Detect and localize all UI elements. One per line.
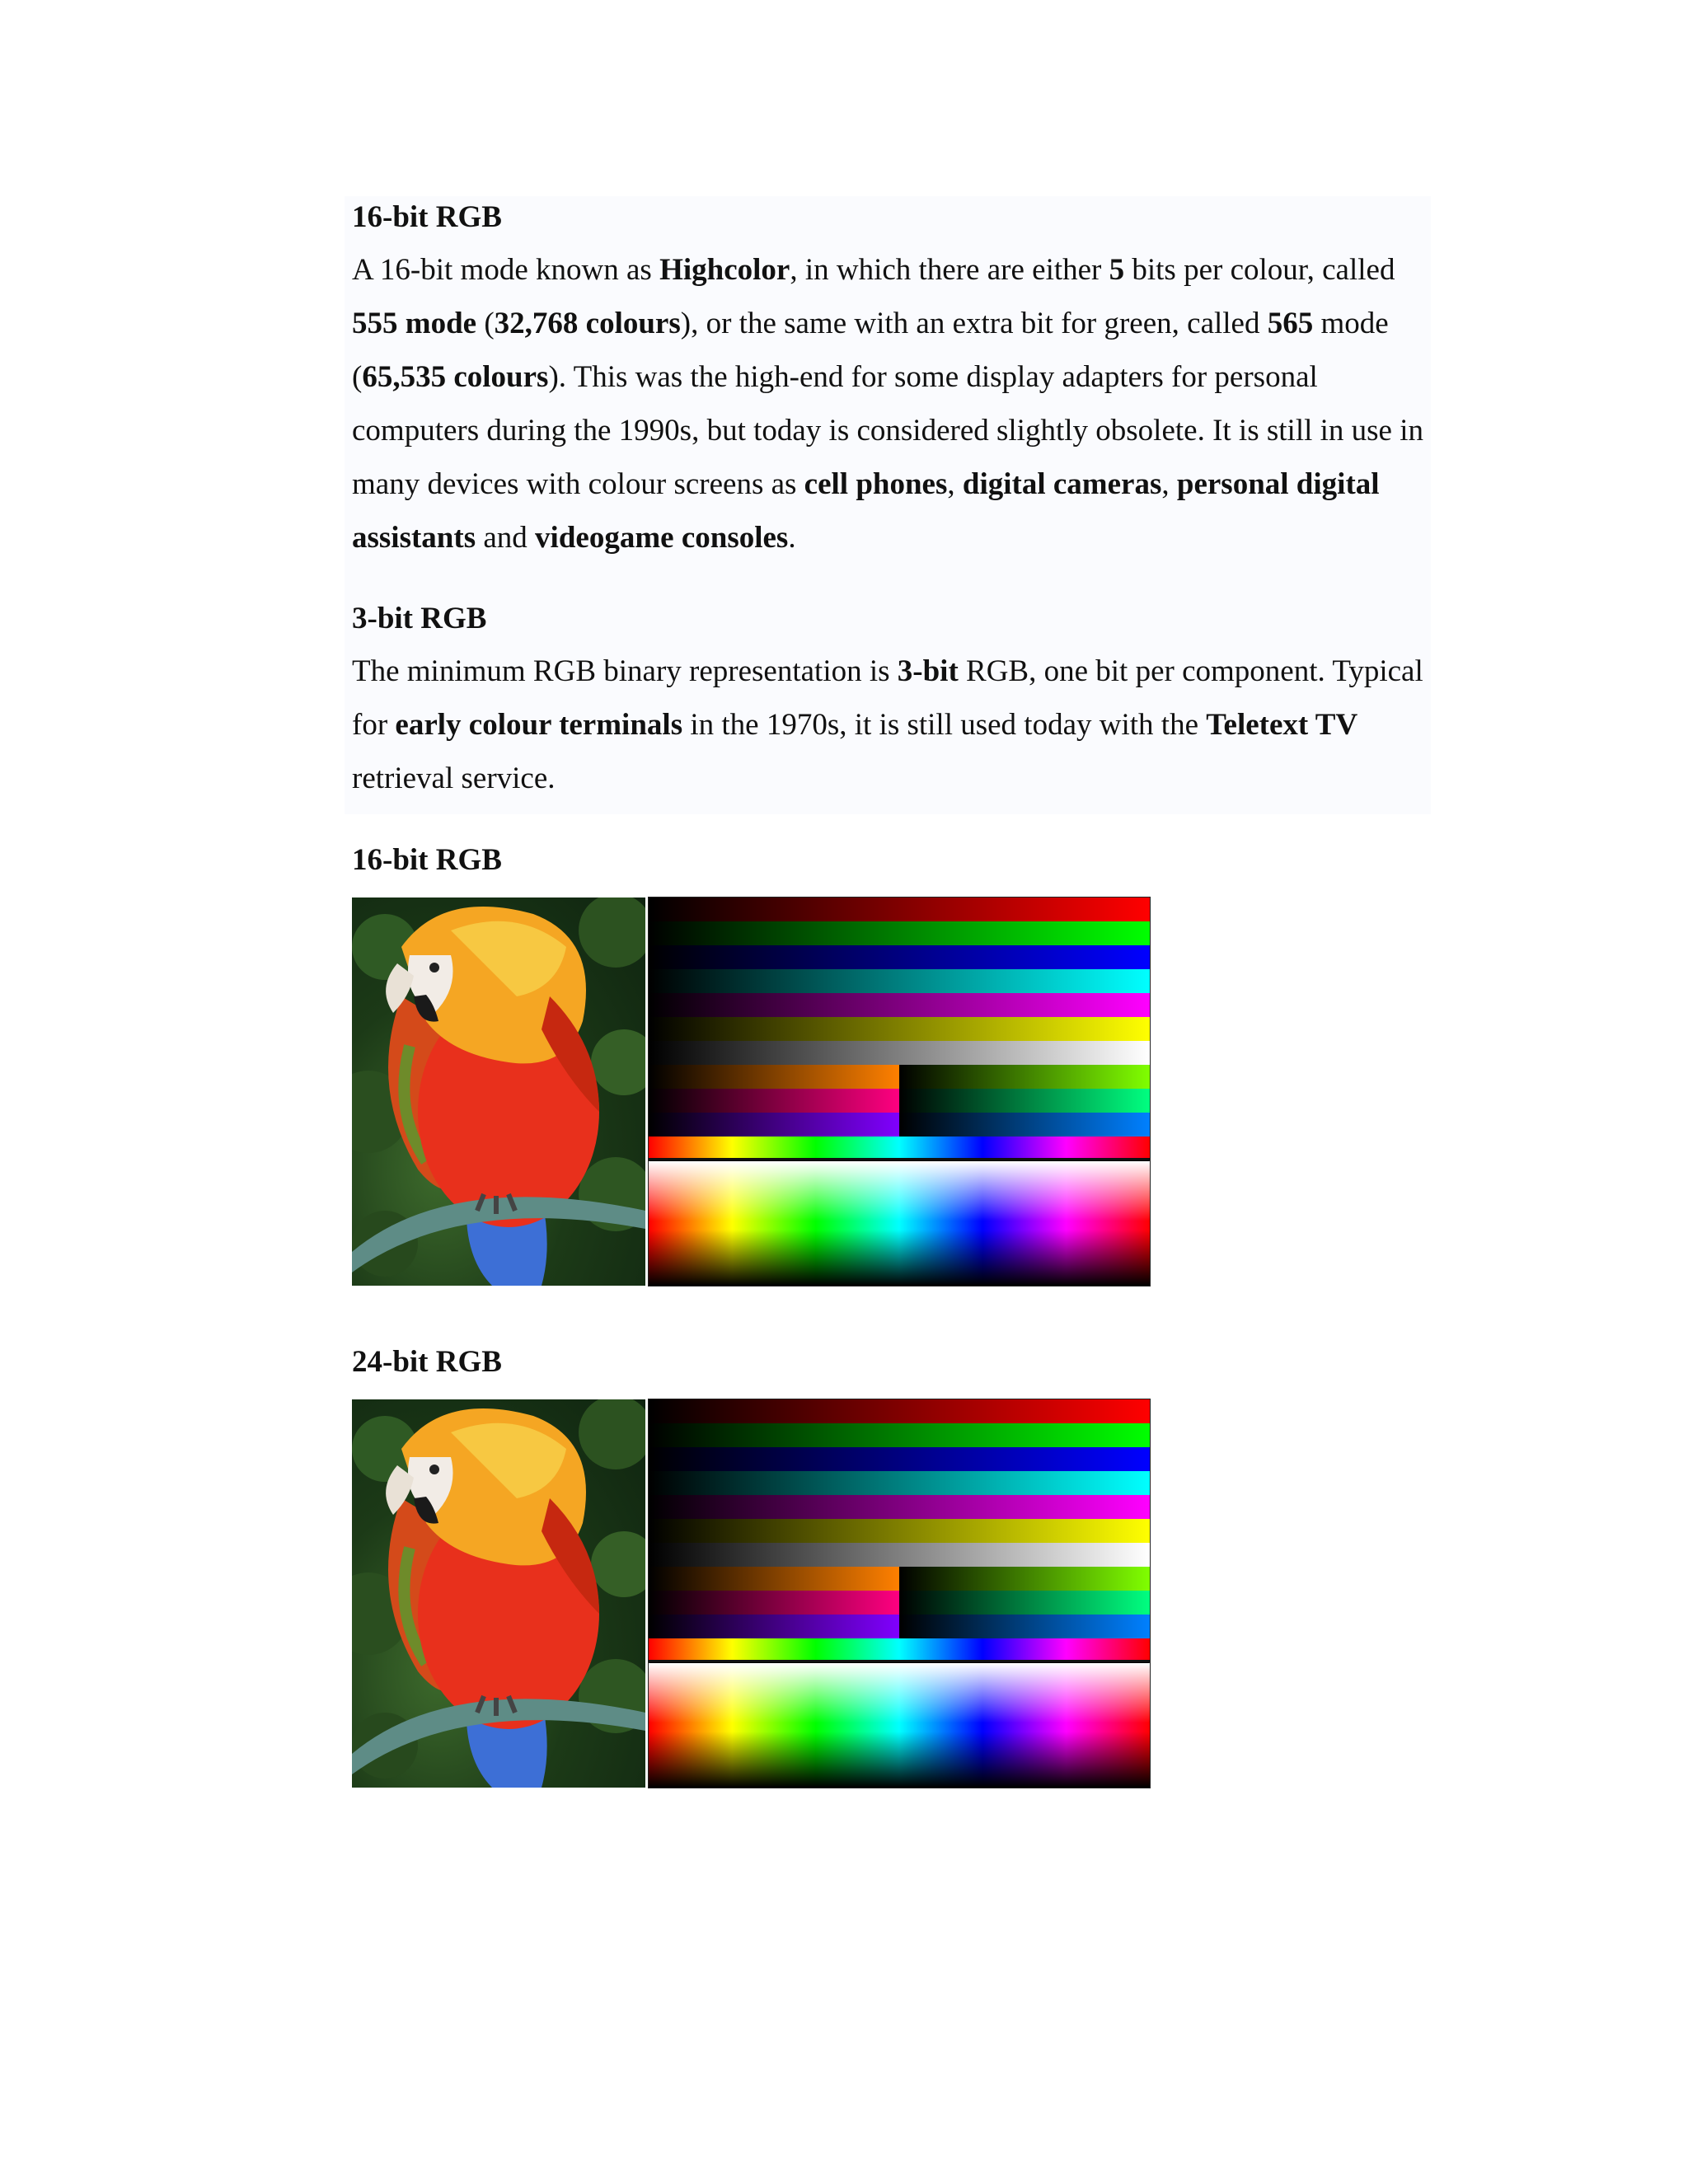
half-gradient-bar <box>649 1065 899 1089</box>
text-run: retrieval service. <box>352 762 556 795</box>
half-gradient-bar <box>649 1089 899 1113</box>
bold-run: 5 <box>1109 253 1125 287</box>
hue-lightness-field <box>649 1161 1150 1286</box>
parrot-photo <box>352 1399 645 1788</box>
heading-3bit-rgb: 3-bit RGB <box>352 602 487 635</box>
gradient-bar <box>649 969 1150 993</box>
heading-16bit-rgb: 16-bit RGB <box>352 200 502 234</box>
figure-label-24bit: 24-bit RGB <box>352 1345 502 1379</box>
half-gradient-bar <box>899 1567 1150 1591</box>
gradient-bar <box>649 1447 1150 1471</box>
figure-24bit <box>352 1399 1150 1788</box>
half-gradient-bar <box>899 1113 1150 1137</box>
gradient-bar <box>649 993 1150 1017</box>
hue-spectrum-bar <box>649 1638 1150 1662</box>
gradient-bar <box>649 1543 1150 1567</box>
text-run: bits per colour, called <box>1124 253 1395 287</box>
text-run: . <box>788 521 796 555</box>
gradient-bar <box>649 1423 1150 1447</box>
text-run: , <box>947 467 963 501</box>
text-run: , in which there are either <box>790 253 1109 287</box>
half-gradient-bar <box>899 1615 1150 1638</box>
half-gradient-bar <box>649 1567 899 1591</box>
gradient-bar <box>649 1017 1150 1041</box>
gradient-bar <box>649 1471 1150 1495</box>
bold-run: personal digital assistants <box>352 467 1380 555</box>
bold-run: 65,535 colours <box>362 360 549 394</box>
text-run: ), or the same with an extra bit for green, called <box>680 307 1268 340</box>
bold-run: videogame consoles <box>535 521 789 555</box>
half-gradient-bar <box>649 1615 899 1638</box>
text-run: ). This was the high-end for some display adapters for personal computers during the 1990s, but today is considered slightly obsolete. It is still in use in many devices with colour screens as <box>352 360 1424 501</box>
colour-test-chart <box>649 1399 1150 1788</box>
half-gradient-bar <box>649 1113 899 1137</box>
gradient-bar <box>649 945 1150 969</box>
text-run: A 16-bit mode known as <box>352 253 660 287</box>
text-run: ( <box>476 307 495 340</box>
bold-run: 555 mode <box>352 307 477 340</box>
bold-run: cell phones <box>804 467 948 501</box>
hue-lightness-field <box>649 1663 1150 1788</box>
gradient-bar <box>649 1495 1150 1519</box>
text-run: mode ( <box>352 307 1389 394</box>
half-gradient-bar <box>899 1089 1150 1113</box>
parrot-photo <box>352 898 645 1286</box>
text-run: The minimum RGB binary representation is <box>352 654 898 688</box>
figure-label-16bit: 16-bit RGB <box>352 843 502 877</box>
gradient-bar <box>649 921 1150 945</box>
bold-run: Highcolor <box>659 253 790 287</box>
text-run: RGB, one bit per component. Typical for <box>352 654 1423 742</box>
gradient-bar <box>649 1399 1150 1423</box>
gradient-bar <box>649 1041 1150 1065</box>
bold-run: Teletext TV <box>1206 708 1358 742</box>
text-run: and <box>476 521 536 555</box>
paragraph-16bit-rgb <box>352 243 1436 565</box>
bold-run: digital cameras <box>962 467 1162 501</box>
half-gradient-bar <box>899 1591 1150 1615</box>
bold-run: 565 <box>1267 307 1314 340</box>
bold-run: early colour terminals <box>395 708 683 742</box>
colour-test-chart <box>649 898 1150 1286</box>
text-run: , <box>1161 467 1177 501</box>
figure-16bit <box>352 898 1150 1286</box>
half-gradient-bar <box>899 1065 1150 1089</box>
gradient-bar <box>649 1519 1150 1543</box>
bold-run: 3-bit <box>897 654 959 688</box>
bold-run: 32,768 colours <box>494 307 681 340</box>
half-gradient-bar <box>649 1591 899 1615</box>
hue-spectrum-bar <box>649 1137 1150 1160</box>
text-run: in the 1970s, it is still used today with the <box>682 708 1207 742</box>
paragraph-3bit-rgb <box>352 644 1436 805</box>
gradient-bar <box>649 898 1150 921</box>
